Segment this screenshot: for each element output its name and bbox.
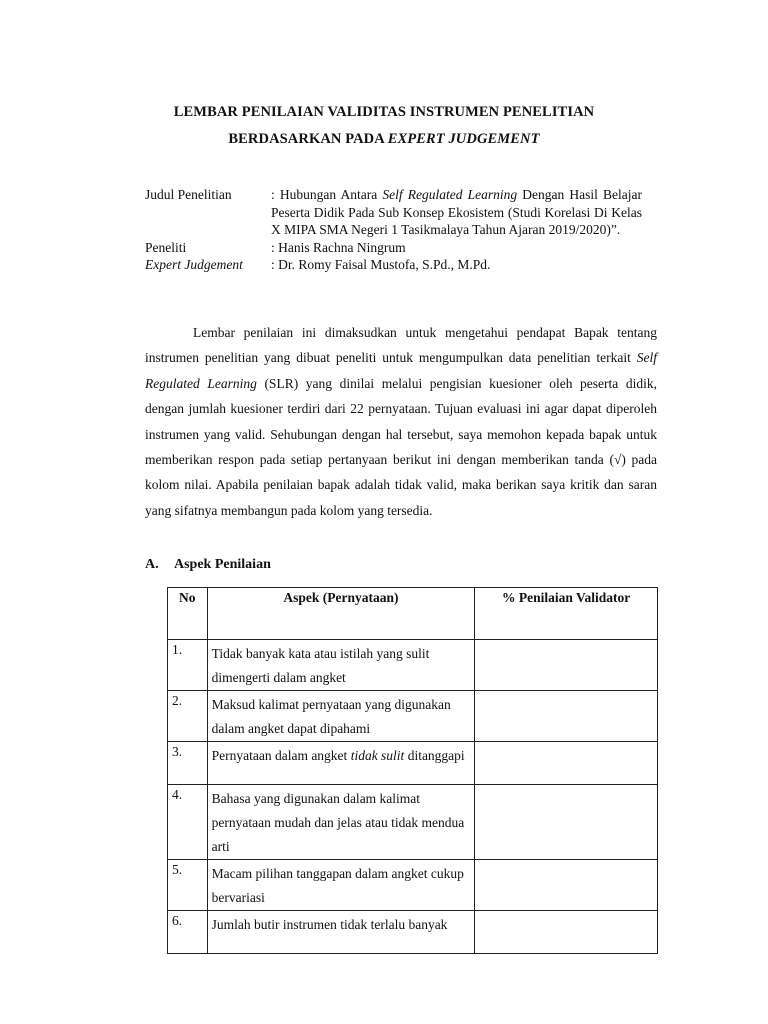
header-aspek: Aspek (Pernyataan) — [207, 588, 475, 640]
row-statement: Bahasa yang digunakan dalam kalimat pernyataan mudah dan jelas atau tidak mendua arti — [207, 785, 475, 860]
table-row — [168, 785, 658, 860]
header-no: No — [168, 588, 208, 640]
row-statement: Jumlah butir instrumen tidak terlalu banyak — [207, 911, 475, 954]
rating-cell[interactable] — [475, 860, 658, 911]
section-heading: A. Aspek Penilaian — [145, 557, 271, 572]
meta-row-expert — [145, 256, 642, 274]
meta-value-expert: : Dr. Romy Faisal Mustofa, S.Pd., M.Pd. — [271, 257, 491, 272]
rating-cell[interactable] — [475, 742, 658, 785]
row-number: 3. — [168, 742, 208, 785]
assessment-table — [167, 587, 658, 954]
row-statement: Tidak banyak kata atau istilah yang sulit dimengerti dalam angket — [207, 640, 475, 691]
document-title-line-2: BERDASARKAN PADA EXPERT JUDGEMENT — [228, 131, 540, 147]
table-row — [168, 742, 658, 785]
rating-cell[interactable] — [475, 911, 658, 954]
intro-paragraph: Lembar penilaian ini dimaksudkan untuk mengetahui pendapat Bapak tentang instrumen penelitian yang dibuat peneliti untuk mengumpulkan data penelitian terkait Self Regulated Learning (SLR) yang dinilai melalui pengisian kuesioner oleh peserta didik, dengan jumlah kuesioner terdiri dari 22 pernyataan. Tujuan evaluasi ini agar dapat diperoleh instrumen yang valid. Sehubungan dengan hal tersebut, saya memohon kepada bapak untuk memberikan respon pada setiap pertanyaan berikut ini dengan memberikan tanda (√) pada kolom nilai. Apabila penilaian bapak adalah tidak valid, maka berikan saya kritik dan saran yang sifatnya membangun pada kolom yang tersedia. — [145, 325, 657, 518]
row-number: 1. — [168, 640, 208, 691]
meta-row-title — [145, 186, 642, 239]
meta-row-peneliti — [145, 239, 642, 257]
rating-cell[interactable] — [475, 785, 658, 860]
document-title-line-1: LEMBAR PENILAIAN VALIDITAS INSTRUMEN PENELITIAN — [173, 104, 595, 120]
table-row — [168, 691, 658, 742]
rating-cell[interactable] — [475, 640, 658, 691]
meta-label-judul: Judul Penelitian — [145, 187, 232, 202]
meta-label-peneliti: Peneliti — [145, 239, 187, 255]
meta-value-peneliti: : Hanis Rachna Ningrum — [271, 239, 406, 255]
row-statement: Maksud kalimat pernyataan yang digunakan dalam angket dapat dipahami — [207, 691, 475, 742]
row-number: 5. — [168, 860, 208, 911]
table-row — [168, 640, 658, 691]
title-italic-phrase: EXPERT JUDGEMENT — [387, 131, 540, 147]
row-statement: Macam pilihan tanggapan dalam angket cukup bervariasi — [207, 860, 475, 911]
table-header-row — [168, 588, 658, 640]
row-number: 2. — [168, 691, 208, 742]
table-row — [168, 860, 658, 911]
rating-cell[interactable] — [475, 691, 658, 742]
header-penilaian: % Penilaian Validator — [475, 588, 658, 640]
meta-value-judul: : Hubungan Antara Self Regulated Learning Dengan Hasil Belajar Peserta Didik Pada Sub Konsep Ekosistem (Studi Korelasi Di Kelas X MIPA SMA Negeri 1 Tasikmalaya Tahun Ajaran 2019/2020)”. — [271, 187, 642, 237]
row-statement: Pernyataan dalam angket tidak sulit ditanggapi — [207, 742, 475, 785]
table-row — [168, 911, 658, 954]
row-number: 4. — [168, 785, 208, 860]
row-number: 6. — [168, 911, 208, 954]
research-metadata — [145, 186, 642, 274]
meta-label-expert: Expert Judgement — [145, 257, 243, 272]
